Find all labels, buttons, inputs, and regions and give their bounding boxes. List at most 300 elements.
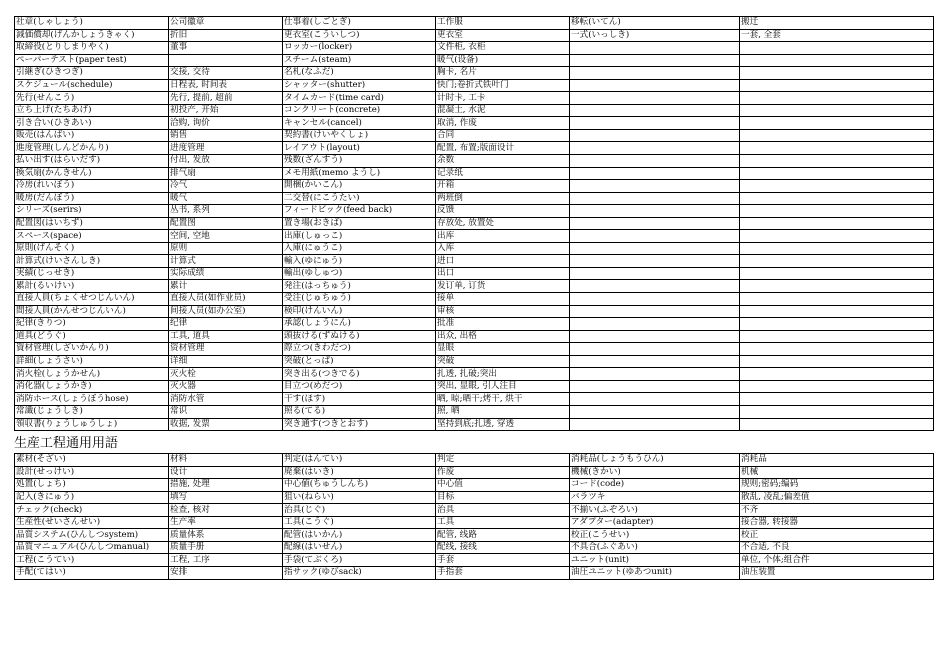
table-cell[interactable] <box>570 255 740 268</box>
table-cell[interactable]: 工程(こうてい) <box>15 554 169 567</box>
table-cell[interactable]: 原則(げんそく) <box>15 242 169 255</box>
table-cell[interactable]: 狙い(ねらい) <box>283 491 436 504</box>
vocabulary-table-production <box>14 453 934 579</box>
table-cell[interactable]: 一套, 全套 <box>740 29 934 42</box>
table-cell[interactable] <box>740 405 934 418</box>
table-row <box>15 42 934 55</box>
table-cell[interactable] <box>570 67 740 80</box>
table-cell[interactable] <box>740 280 934 293</box>
table-cell[interactable]: 配线, 接线 <box>436 541 570 554</box>
table-cell[interactable] <box>570 92 740 105</box>
table-cell[interactable]: 空间, 空地 <box>169 230 283 243</box>
table-cell[interactable]: 立ち上げ(たちあげ) <box>15 104 169 117</box>
table-cell[interactable] <box>570 217 740 230</box>
table-cell[interactable] <box>740 230 934 243</box>
table-cell[interactable]: 換気扇(かんきせん) <box>15 167 169 180</box>
table-cell[interactable]: 資材管理(しざいかんり) <box>15 343 169 356</box>
table-cell[interactable]: 不齐 <box>740 504 934 517</box>
table-cell[interactable]: 取締役(とりしまりやく) <box>15 42 169 55</box>
table-cell[interactable]: 名札(なふだ) <box>283 67 436 80</box>
table-cell[interactable] <box>570 280 740 293</box>
table-cell[interactable]: 入库 <box>436 242 570 255</box>
table-cell[interactable]: 批准 <box>436 318 570 331</box>
table-cell[interactable]: 突破(とっぱ) <box>283 355 436 368</box>
table-cell[interactable]: 折旧 <box>169 29 283 42</box>
table-cell[interactable]: 接单 <box>436 293 570 306</box>
table-cell[interactable]: 判定(はんてい) <box>283 454 436 467</box>
table-cell[interactable]: 暖气(设备) <box>436 54 570 67</box>
table-cell[interactable]: 混凝土, 水泥 <box>436 104 570 117</box>
table-cell[interactable]: 機械(きかい) <box>570 466 740 479</box>
table-cell[interactable] <box>169 54 283 67</box>
table-cell[interactable]: 実績(じっせき) <box>15 267 169 280</box>
table-cell[interactable] <box>740 104 934 117</box>
table-cell[interactable]: 移転(いてん) <box>570 17 740 30</box>
table-cell[interactable]: 文件柜, 衣柜 <box>436 42 570 55</box>
table-cell[interactable] <box>740 255 934 268</box>
table-cell[interactable] <box>570 167 740 180</box>
table-cell[interactable]: 排气扇 <box>169 167 283 180</box>
table-cell[interactable]: 出库 <box>436 230 570 243</box>
table-cell[interactable]: 胸卡, 名片 <box>436 67 570 80</box>
table-cell[interactable] <box>740 192 934 205</box>
table-row <box>15 167 934 180</box>
section-heading-text: 生産工程通用用語 <box>14 436 119 452</box>
table-cell[interactable]: 手指套 <box>436 566 570 579</box>
table-cell[interactable]: 规则;密码;编码 <box>740 479 934 492</box>
table-cell[interactable] <box>570 380 740 393</box>
table-cell[interactable]: 生産性(せいさんせい) <box>15 516 169 529</box>
table-cell[interactable]: 契約書(けいやくしょ) <box>283 129 436 142</box>
table-cell[interactable]: 计算式 <box>169 255 283 268</box>
table-row <box>15 405 934 418</box>
table-cell[interactable]: 中心値(ちゅうしんち) <box>283 479 436 492</box>
table-cell[interactable] <box>570 117 740 130</box>
table-cell[interactable]: 消防水管 <box>169 393 283 406</box>
table-row <box>15 280 934 293</box>
table-cell[interactable] <box>570 267 740 280</box>
table-cell[interactable]: 検印(けんいん) <box>283 305 436 318</box>
table-cell[interactable]: 配置图 <box>169 217 283 230</box>
table-cell[interactable]: フィードビック(feed back) <box>283 205 436 218</box>
table-cell[interactable]: 品質マニュアル(ひんしつmanual) <box>15 541 169 554</box>
table-cell[interactable]: 灭火器 <box>169 380 283 393</box>
table-cell[interactable]: 出众, 出格 <box>436 330 570 343</box>
table-cell[interactable]: 董事 <box>169 42 283 55</box>
table-cell[interactable]: 引継ぎ(ひきつぎ) <box>15 67 169 80</box>
spreadsheet <box>14 16 933 580</box>
table-row <box>15 104 934 117</box>
table-cell[interactable]: 素材(そざい) <box>15 454 169 467</box>
table-cell[interactable]: 质量手册 <box>169 541 283 554</box>
table-cell[interactable]: 公司徽章 <box>169 17 283 30</box>
table-cell[interactable]: 纪律 <box>169 318 283 331</box>
table-cell[interactable] <box>740 205 934 218</box>
table-row <box>15 155 934 168</box>
table-cell[interactable]: 先行, 提前, 超前 <box>169 92 283 105</box>
table-cell[interactable]: 丛书, 系列 <box>169 205 283 218</box>
table-cell[interactable] <box>570 393 740 406</box>
table-row <box>15 267 934 280</box>
table-cell[interactable]: 突出, 显眼, 引人注目 <box>436 380 570 393</box>
table-row <box>15 117 934 130</box>
table-cell[interactable]: 计时卡, 工卡 <box>436 92 570 105</box>
table-cell[interactable] <box>740 305 934 318</box>
table-cell[interactable]: 日程表, 时间表 <box>169 79 283 92</box>
table-cell[interactable] <box>740 217 934 230</box>
table-row <box>15 142 934 155</box>
table-cell[interactable]: 暖气 <box>169 192 283 205</box>
table-cell[interactable]: 散乱, 凌乱;偏差值 <box>740 491 934 504</box>
table-cell[interactable]: 油压装置 <box>740 566 934 579</box>
table-cell[interactable] <box>570 293 740 306</box>
table-cell[interactable]: 累计 <box>169 280 283 293</box>
table-cell[interactable]: 检查, 核对 <box>169 504 283 517</box>
table-cell[interactable]: 配線(はいせん) <box>283 541 436 554</box>
table-cell[interactable]: 工具, 道具 <box>169 330 283 343</box>
section-heading <box>14 431 933 453</box>
table-cell[interactable]: 払い出す(はらいだす) <box>15 155 169 168</box>
table-cell[interactable] <box>740 92 934 105</box>
table-cell[interactable] <box>570 142 740 155</box>
table-cell[interactable] <box>570 305 740 318</box>
table-cell[interactable]: 存放处, 放置处 <box>436 217 570 230</box>
table-cell[interactable] <box>740 380 934 393</box>
table-cell[interactable]: 間接人員(かんせつじんいん) <box>15 305 169 318</box>
table-cell[interactable]: 更衣室 <box>436 29 570 42</box>
table-cell[interactable]: 目立つ(めだつ) <box>283 380 436 393</box>
table-cell[interactable]: 进口 <box>436 255 570 268</box>
table-cell[interactable]: 廃棄(はいき) <box>283 466 436 479</box>
table-cell[interactable]: 付出, 发放 <box>169 155 283 168</box>
table-cell[interactable]: 取消, 作废 <box>436 117 570 130</box>
table-cell[interactable]: 收据, 发票 <box>169 418 283 431</box>
table-cell[interactable]: 配置図(はいちず) <box>15 217 169 230</box>
table-row <box>15 205 934 218</box>
table-cell[interactable]: 際立つ(きわだつ) <box>283 343 436 356</box>
table-cell[interactable]: 详细 <box>169 355 283 368</box>
table-cell[interactable]: 交接, 交待 <box>169 67 283 80</box>
table-row <box>15 17 934 30</box>
table-cell[interactable]: 輸出(ゆしゅつ) <box>283 267 436 280</box>
table-cell[interactable]: 进度管理 <box>169 142 283 155</box>
table-row <box>15 380 934 393</box>
table-cell[interactable]: 灭火栓 <box>169 368 283 381</box>
table-cell[interactable] <box>570 104 740 117</box>
table-row <box>15 293 934 306</box>
table-cell[interactable]: 校正(こうせい) <box>570 529 740 542</box>
table-cell[interactable]: 発注(はっちゅう) <box>283 280 436 293</box>
table-row <box>15 217 934 230</box>
table-cell[interactable]: シャッター(shutter) <box>283 79 436 92</box>
table-cell[interactable] <box>570 54 740 67</box>
table-cell[interactable]: コンクリート(concrete) <box>283 104 436 117</box>
table-row <box>15 355 934 368</box>
table-cell[interactable]: 治具(じぐ) <box>283 504 436 517</box>
table-cell[interactable]: 減価償却(げんかしょうきゃく) <box>15 29 169 42</box>
table-cell[interactable] <box>740 54 934 67</box>
table-cell[interactable]: 显眼 <box>436 343 570 356</box>
table-cell[interactable]: 突破 <box>436 355 570 368</box>
table-cell[interactable]: 消耗品(しょうもうひん) <box>570 454 740 467</box>
table-row <box>15 491 934 504</box>
table-cell[interactable]: アダプター(adapter) <box>570 516 740 529</box>
table-cell[interactable]: 洽购, 询价 <box>169 117 283 130</box>
table-cell[interactable]: 常识 <box>169 405 283 418</box>
table-cell[interactable]: 手配(てはい) <box>15 566 169 579</box>
table-cell[interactable]: 晒, 晾;晒干;烤干, 烘干 <box>436 393 570 406</box>
table-cell[interactable]: 作废 <box>436 466 570 479</box>
table-cell[interactable]: 詳細(しょうさい) <box>15 355 169 368</box>
table-cell[interactable]: 指サック(ゆびsack) <box>283 566 436 579</box>
table-cell[interactable]: スペース(space) <box>15 230 169 243</box>
table-cell[interactable] <box>570 418 740 431</box>
table-row <box>15 255 934 268</box>
table-row <box>15 180 934 193</box>
table-cell[interactable] <box>570 42 740 55</box>
table-cell[interactable]: ユニット(unit) <box>570 554 740 567</box>
table-cell[interactable]: 填写 <box>169 491 283 504</box>
table-cell[interactable]: バラツキ <box>570 491 740 504</box>
table-cell[interactable]: 社章(しゃしょう) <box>15 17 169 30</box>
table-cell[interactable]: 受注(じゅちゅう) <box>283 293 436 306</box>
table-cell[interactable]: 反馈 <box>436 205 570 218</box>
table-cell[interactable] <box>740 167 934 180</box>
table-cell[interactable]: 治具 <box>436 504 570 517</box>
table-row <box>15 516 934 529</box>
table-cell[interactable]: 不具合(ふぐあい) <box>570 541 740 554</box>
table-row <box>15 79 934 92</box>
table-cell[interactable]: 安排 <box>169 566 283 579</box>
table-row <box>15 129 934 142</box>
table-cell[interactable]: 引き合い(ひきあい) <box>15 117 169 130</box>
table-cell[interactable]: 质量体系 <box>169 529 283 542</box>
table-cell[interactable] <box>570 155 740 168</box>
table-cell[interactable] <box>740 368 934 381</box>
table-cell[interactable]: 单位, 个体;组合件 <box>740 554 934 567</box>
table-row <box>15 343 934 356</box>
table-cell[interactable] <box>740 79 934 92</box>
table-cell[interactable] <box>570 318 740 331</box>
table-cell[interactable]: 开箱 <box>436 180 570 193</box>
table-cell[interactable]: スケジュール(schedule) <box>15 79 169 92</box>
table-cell[interactable]: 消火栓(しょうかせん) <box>15 368 169 381</box>
table-cell[interactable]: 原则 <box>169 242 283 255</box>
table-cell[interactable] <box>570 205 740 218</box>
table-cell[interactable]: 资材管理 <box>169 343 283 356</box>
table-cell[interactable] <box>570 368 740 381</box>
table-cell[interactable] <box>740 155 934 168</box>
table-cell[interactable]: 先行(せんこう) <box>15 92 169 105</box>
table-cell[interactable]: スチーム(steam) <box>283 54 436 67</box>
table-cell[interactable] <box>740 267 934 280</box>
table-cell[interactable]: 消化器(しょうかき) <box>15 380 169 393</box>
table-cell[interactable] <box>570 79 740 92</box>
table-cell[interactable] <box>740 343 934 356</box>
table-cell[interactable]: 生产率 <box>169 516 283 529</box>
table-row <box>15 504 934 517</box>
table-cell[interactable]: 校正 <box>740 529 934 542</box>
table-cell[interactable]: 机械 <box>740 466 934 479</box>
table-cell[interactable]: 冷房(れいぼう) <box>15 180 169 193</box>
table-cell[interactable] <box>570 405 740 418</box>
table-cell[interactable]: 两班倒 <box>436 192 570 205</box>
table-cell[interactable]: 目标 <box>436 491 570 504</box>
table-cell[interactable] <box>570 129 740 142</box>
table-cell[interactable]: 中心值 <box>436 479 570 492</box>
table-cell[interactable]: 配管(はいかん) <box>283 529 436 542</box>
table-cell[interactable]: 突き出る(つきでる) <box>283 368 436 381</box>
table-cell[interactable]: 消防ホース(しょうぼうhose) <box>15 393 169 406</box>
table-cell[interactable]: 坚持到底;扎透, 穿透 <box>436 418 570 431</box>
table-cell[interactable] <box>570 180 740 193</box>
table-cell[interactable]: チェック(check) <box>15 504 169 517</box>
table-cell[interactable]: 工具(こうぐ) <box>283 516 436 529</box>
table-cell[interactable]: 油圧ユニット(ゆあつunit) <box>570 566 740 579</box>
table-cell[interactable]: 頭抜ける(ずぬける) <box>283 330 436 343</box>
table-row <box>15 318 934 331</box>
table-cell[interactable] <box>740 180 934 193</box>
table-cell[interactable] <box>740 293 934 306</box>
table-row <box>15 330 934 343</box>
table-cell[interactable]: 設計(せっけい) <box>15 466 169 479</box>
table-cell[interactable]: 仕事着(しごとぎ) <box>283 17 436 30</box>
table-cell[interactable]: シリーズ(serirs) <box>15 205 169 218</box>
table-cell[interactable]: 消耗品 <box>740 454 934 467</box>
table-cell[interactable]: 領収書(りょうしゅうしょ) <box>15 418 169 431</box>
table-row <box>15 541 934 554</box>
table-cell[interactable]: 搬迁 <box>740 17 934 30</box>
table-cell[interactable]: 工程, 工序 <box>169 554 283 567</box>
table-cell[interactable] <box>570 242 740 255</box>
table-cell[interactable] <box>740 242 934 255</box>
table-cell[interactable]: 余数 <box>436 155 570 168</box>
table-cell[interactable]: ロッカー(locker) <box>283 42 436 55</box>
table-row <box>15 242 934 255</box>
table-cell[interactable]: 设计 <box>169 466 283 479</box>
table-cell[interactable]: 照る(てる) <box>283 405 436 418</box>
table-cell[interactable] <box>740 42 934 55</box>
table-cell[interactable]: 材料 <box>169 454 283 467</box>
table-cell[interactable]: コード(code) <box>570 479 740 492</box>
table-cell[interactable]: 扎透, 扎破;突出 <box>436 368 570 381</box>
table-cell[interactable]: 開梱(かいこん) <box>283 180 436 193</box>
table-cell[interactable]: 進度管理(しんどかんり) <box>15 142 169 155</box>
table-cell[interactable]: 更衣室(こういしつ) <box>283 29 436 42</box>
table-cell[interactable]: 道具(どうぐ) <box>15 330 169 343</box>
table-cell[interactable]: 接合器, 转接器 <box>740 516 934 529</box>
table-cell[interactable]: 突き通す(つきとおす) <box>283 418 436 431</box>
table-cell[interactable]: 出庫(しゅっこ) <box>283 230 436 243</box>
table-cell[interactable]: 記入(きにゅう) <box>15 491 169 504</box>
table-cell[interactable]: 判定 <box>436 454 570 467</box>
table-cell[interactable]: 工作服 <box>436 17 570 30</box>
table-cell[interactable] <box>740 142 934 155</box>
table-cell[interactable]: 快门;卷折式铁叶门 <box>436 79 570 92</box>
table-cell[interactable]: 置き場(おきば) <box>283 217 436 230</box>
table-cell[interactable]: 手套 <box>436 554 570 567</box>
table-cell[interactable]: 累計(るいけい) <box>15 280 169 293</box>
table-cell[interactable]: 间接人员(如办公室) <box>169 305 283 318</box>
table-cell[interactable]: 初投产, 开始 <box>169 104 283 117</box>
table-cell[interactable]: 承認(しょうにん) <box>283 318 436 331</box>
table-cell[interactable]: タイムカード(time card) <box>283 92 436 105</box>
table-row <box>15 393 934 406</box>
table-cell[interactable] <box>740 67 934 80</box>
table-row <box>15 192 934 205</box>
table-cell[interactable] <box>570 192 740 205</box>
table-cell[interactable]: 残数(ざんすう) <box>283 155 436 168</box>
table-cell[interactable]: 常識(じょうしき) <box>15 405 169 418</box>
table-cell[interactable]: 処置(しょち) <box>15 479 169 492</box>
table-cell[interactable]: 措施, 处理 <box>169 479 283 492</box>
table-row <box>15 479 934 492</box>
table-cell[interactable]: 实际成绩 <box>169 267 283 280</box>
table-cell[interactable]: 直接人員(ちょくせつじんいん) <box>15 293 169 306</box>
table-row <box>15 554 934 567</box>
table-cell[interactable]: 审核 <box>436 305 570 318</box>
table-cell[interactable]: 直接人员(如作业员) <box>169 293 283 306</box>
table-cell[interactable]: 合同 <box>436 129 570 142</box>
table-cell[interactable]: 暖房(だんぼう) <box>15 192 169 205</box>
table-cell[interactable] <box>740 418 934 431</box>
table-cell[interactable]: 记录纸 <box>436 167 570 180</box>
table-cell[interactable]: 销售 <box>169 129 283 142</box>
table-cell[interactable] <box>570 330 740 343</box>
table-cell[interactable]: 入庫(にゅうこ) <box>283 242 436 255</box>
table-cell[interactable]: 販売(はんばい) <box>15 129 169 142</box>
table-cell[interactable] <box>570 230 740 243</box>
table-cell[interactable] <box>740 330 934 343</box>
table-row <box>15 305 934 318</box>
table-cell[interactable]: 輸入(ゆにゅう) <box>283 255 436 268</box>
table-cell[interactable]: 紀律(きりつ) <box>15 318 169 331</box>
table-row <box>15 566 934 579</box>
table-cell[interactable]: 配置, 布置;版面设计 <box>436 142 570 155</box>
table-cell[interactable] <box>740 393 934 406</box>
table-cell[interactable]: ペーパーテスト(paper test) <box>15 54 169 67</box>
table-cell[interactable] <box>740 355 934 368</box>
table-cell[interactable]: メモ用紙(memo ようし) <box>283 167 436 180</box>
table-cell[interactable]: 配管, 线路 <box>436 529 570 542</box>
table-cell[interactable]: 出口 <box>436 267 570 280</box>
table-cell[interactable]: 发订单, 订货 <box>436 280 570 293</box>
table-cell[interactable]: 手袋(てぶくろ) <box>283 554 436 567</box>
table-cell[interactable]: 不揃い(ふぞろい) <box>570 504 740 517</box>
table-cell[interactable] <box>740 129 934 142</box>
table-cell[interactable] <box>570 355 740 368</box>
table-cell[interactable]: 一式(いっしき) <box>570 29 740 42</box>
table-row <box>15 368 934 381</box>
table-cell[interactable]: レイアウト(layout) <box>283 142 436 155</box>
table-cell[interactable]: 干す(ほす) <box>283 393 436 406</box>
table-cell[interactable]: 照, 晒 <box>436 405 570 418</box>
table-cell[interactable] <box>740 318 934 331</box>
table-cell[interactable]: 冷气 <box>169 180 283 193</box>
table-cell[interactable]: 不合适, 不良 <box>740 541 934 554</box>
table-row <box>15 29 934 42</box>
table-cell[interactable]: 二交替(にこうたい) <box>283 192 436 205</box>
table-row <box>15 466 934 479</box>
vocabulary-table-general <box>14 16 934 431</box>
table-cell[interactable] <box>740 117 934 130</box>
table-cell[interactable]: キャンセル(cancel) <box>283 117 436 130</box>
table-cell[interactable]: 工具 <box>436 516 570 529</box>
table-row <box>15 529 934 542</box>
table-cell[interactable] <box>570 343 740 356</box>
table-cell[interactable]: 品質システム(ひんしつsystem) <box>15 529 169 542</box>
table-cell[interactable]: 計算式(けいさんしき) <box>15 255 169 268</box>
